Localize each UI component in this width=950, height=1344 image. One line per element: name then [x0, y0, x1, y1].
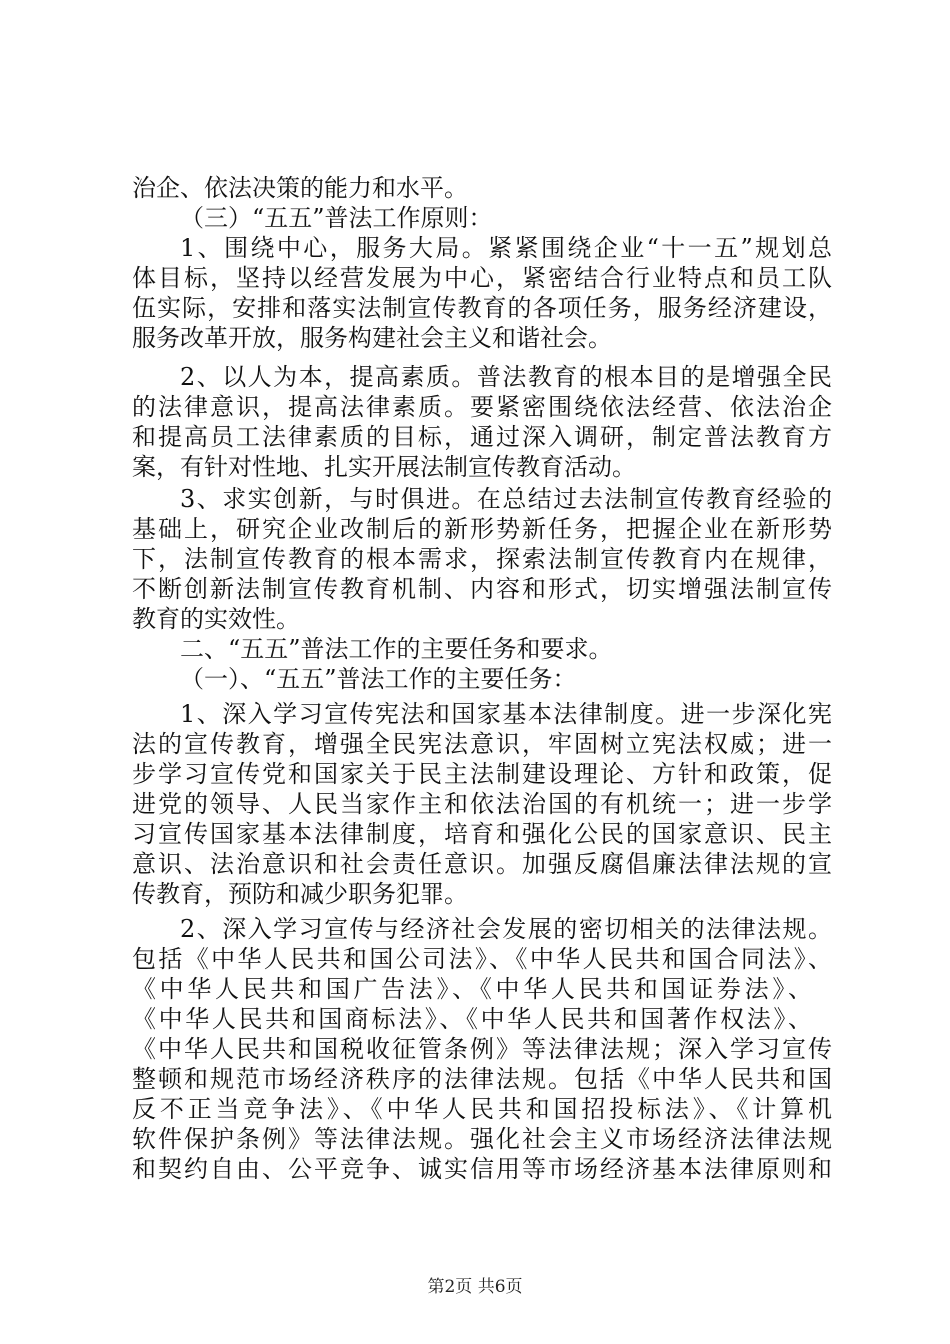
text-line: 和提高员工法律素质的目标，通过深入调研，制定普法教育方	[132, 423, 832, 451]
text-line: 进党的领导、人民当家作主和依法治国的有机统一；进一步学	[132, 790, 832, 818]
text-line: 3、求实创新，与时俱进。在总结过去法制宣传教育经验的	[180, 485, 832, 513]
text-line: 《中华人民共和国商标法》、《中华人民共和国著作权法》、	[132, 1005, 812, 1033]
text-line: 伍实际，安排和落实法制宣传教育的各项任务，服务经济建设，	[132, 294, 832, 322]
text-line: 反不正当竞争法》、《中华人民共和国招投标法》、《计算机	[132, 1095, 832, 1123]
text-line: 意识、法治意识和社会责任意识。加强反腐倡廉法律法规的宣	[132, 850, 832, 878]
text-line: 法的宣传教育，增强全民宪法意识，牢固树立宪法权威；进一	[132, 730, 832, 758]
text-line: 服务改革开放，服务构建社会主义和谐社会。	[132, 324, 612, 352]
text-line: 体目标，坚持以经营发展为中心，紧密结合行业特点和员工队	[132, 264, 832, 292]
section-heading: （三）“五五”普法工作原则：	[180, 204, 493, 232]
text-line: 基础上，研究企业改制后的新形势新任务，把握企业在新形势	[132, 515, 832, 543]
text-line: 步学习宣传党和国家关于民主法制建设理论、方针和政策，促	[132, 760, 832, 788]
text-line: 2、以人为本，提高素质。普法教育的根本目的是增强全民	[180, 363, 832, 391]
text-line: 教育的实效性。	[132, 605, 300, 633]
text-line: 传教育，预防和减少职务犯罪。	[132, 880, 468, 908]
section-heading: （一）、“五五”普法工作的主要任务：	[180, 665, 577, 693]
text-line: 下，法制宣传教育的根本需求，探索法制宣传教育内在规律，	[132, 545, 832, 573]
text-line: 包括《中华人民共和国公司法》、《中华人民共和国合同法》、	[132, 945, 832, 973]
text-line: 《中华人民共和国广告法》、《中华人民共和国证券法》、	[132, 975, 812, 1003]
text-line: 整顿和规范市场经济秩序的法律法规。包括《中华人民共和国	[132, 1065, 832, 1093]
text-line: 软件保护条例》等法律法规。强化社会主义市场经济法律法规	[132, 1125, 832, 1153]
text-line: 1、围绕中心，服务大局。紧紧围绕企业“十一五”规划总	[180, 234, 832, 262]
page-number-footer: 第2页 共6页	[427, 1277, 523, 1297]
text-line: 习宣传国家基本法律制度，培育和强化公民的国家意识、民主	[132, 820, 832, 848]
text-line: 《中华人民共和国税收征管条例》等法律法规；深入学习宣传	[132, 1035, 832, 1063]
text-line: 不断创新法制宣传教育机制、内容和形式，切实增强法制宣传	[132, 575, 832, 603]
text-line: 治企、依法决策的能力和水平。	[132, 174, 468, 202]
text-line: 2、深入学习宣传与经济社会发展的密切相关的法律法规。	[180, 915, 832, 943]
text-line: 和契约自由、公平竞争、诚实信用等市场经济基本法律原则和	[132, 1155, 832, 1183]
section-heading: 二、“五五”普法工作的主要任务和要求。	[180, 635, 613, 663]
text-line: 案，有针对性地、扎实开展法制宣传教育活动。	[132, 453, 636, 481]
text-line: 1、深入学习宣传宪法和国家基本法律制度。进一步深化宪	[180, 700, 832, 728]
text-line: 的法律意识，提高法律素质。要紧密围绕依法经营、依法治企	[132, 393, 832, 421]
